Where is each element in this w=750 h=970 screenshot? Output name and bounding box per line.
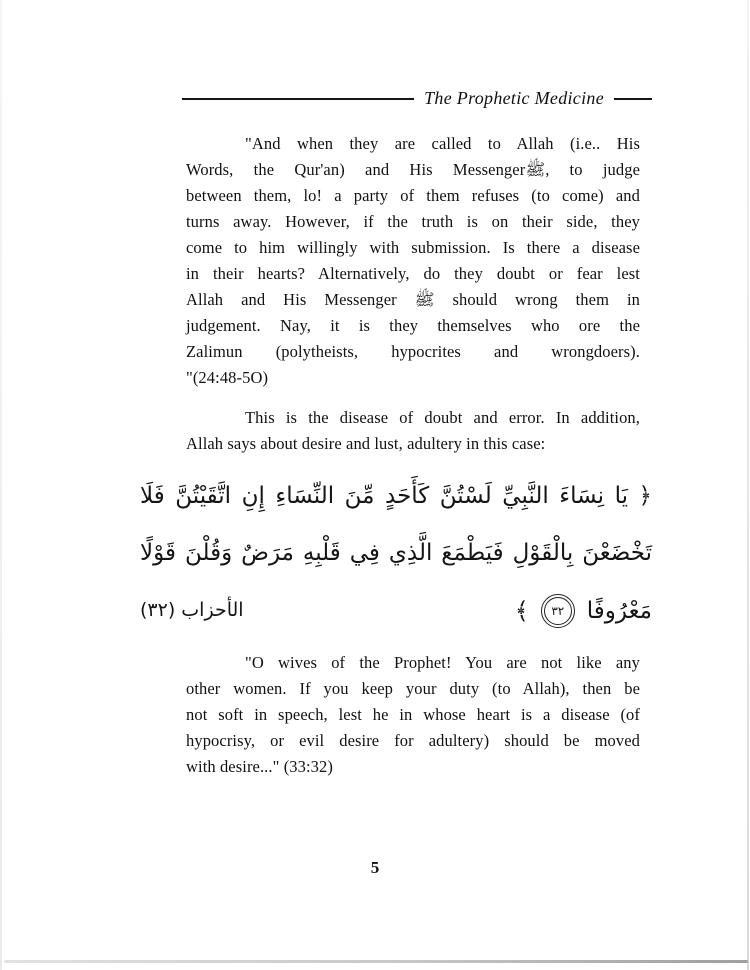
scan-edge-right: [747, 0, 749, 970]
paragraph-intro-to-verse: [186, 405, 640, 457]
arabic-verse-block: [140, 468, 652, 639]
ayah-end-marker: ٣٢: [544, 597, 572, 625]
scan-edge-left: [0, 0, 2, 970]
text-line: between them, lo! a party of them refuses (to come) and: [186, 186, 640, 205]
text-line: judgement. Nay, it is they themselves who ore the: [186, 316, 640, 335]
ornate-closing-bracket: ﴾: [514, 596, 529, 625]
text-line: other women. If you keep your duty (to Allah), then be: [186, 679, 640, 698]
text-line: in their hearts? Alternatively, do they doubt or fear lest: [186, 264, 640, 283]
paragraph-quote-33-32: [186, 650, 640, 780]
header-rule-left: [182, 98, 414, 100]
page-header: [182, 88, 652, 109]
text-line: with desire..." (33:32): [186, 757, 333, 776]
text-line: Words, the Qur'an) and His Messengerﷺ, to judge: [186, 160, 640, 179]
surah-caption: الأحزاب (٣٢): [140, 599, 244, 621]
arabic-verse-line: تَخْضَعْنَ بِالْقَوْلِ فَيَطْمَعَ الَّذِي فِي قَلْبِهِ مَرَضٌ وَقُلْنَ قَوْلًا: [140, 540, 652, 566]
paragraph-quote-24-48-50: [186, 131, 640, 391]
text-line: come to him willingly with submission. Is there a disease: [186, 238, 640, 257]
arabic-verse-ending: [515, 597, 652, 625]
page-title: The Prophetic Medicine: [424, 88, 604, 108]
text-line: Zalimun (polytheists, hypocrites and wrongdoers).: [186, 342, 640, 361]
arabic-verse-line: [140, 582, 652, 639]
text-line: Allah and His Messenger ﷺ should wrong them in: [186, 290, 640, 309]
text-line: turns away. However, if the truth is on their side, they: [186, 212, 640, 231]
text-line: "(24:48-5O): [186, 368, 269, 387]
arabic-verse-line: ﴿ يَا نِسَاءَ النَّبِيِّ لَسْتُنَّ كَأَحَدٍ مِّنَ النِّسَاءِ إِنِ اتَّقَيْتُنَّ فَلَا: [140, 483, 652, 509]
text-line: Allah says about desire and lust, adultery in this case:: [186, 434, 546, 453]
text-line: not soft in speech, lest he in whose heart is a disease (of: [186, 705, 640, 724]
text-line: "And when they are called to Allah (i.e.. His: [245, 134, 640, 153]
text-line: hypocrisy, or evil desire for adultery) should be moved: [186, 731, 640, 750]
text-line: This is the disease of doubt and error. In addition,: [245, 408, 640, 427]
header-rule-right: [614, 98, 652, 100]
page-number: 5: [370, 858, 380, 877]
text-line: "O wives of the Prophet! You are not like any: [245, 653, 640, 672]
arabic-last-word: مَعْرُوفًا: [586, 597, 652, 624]
scan-edge-bottom: [4, 960, 748, 963]
